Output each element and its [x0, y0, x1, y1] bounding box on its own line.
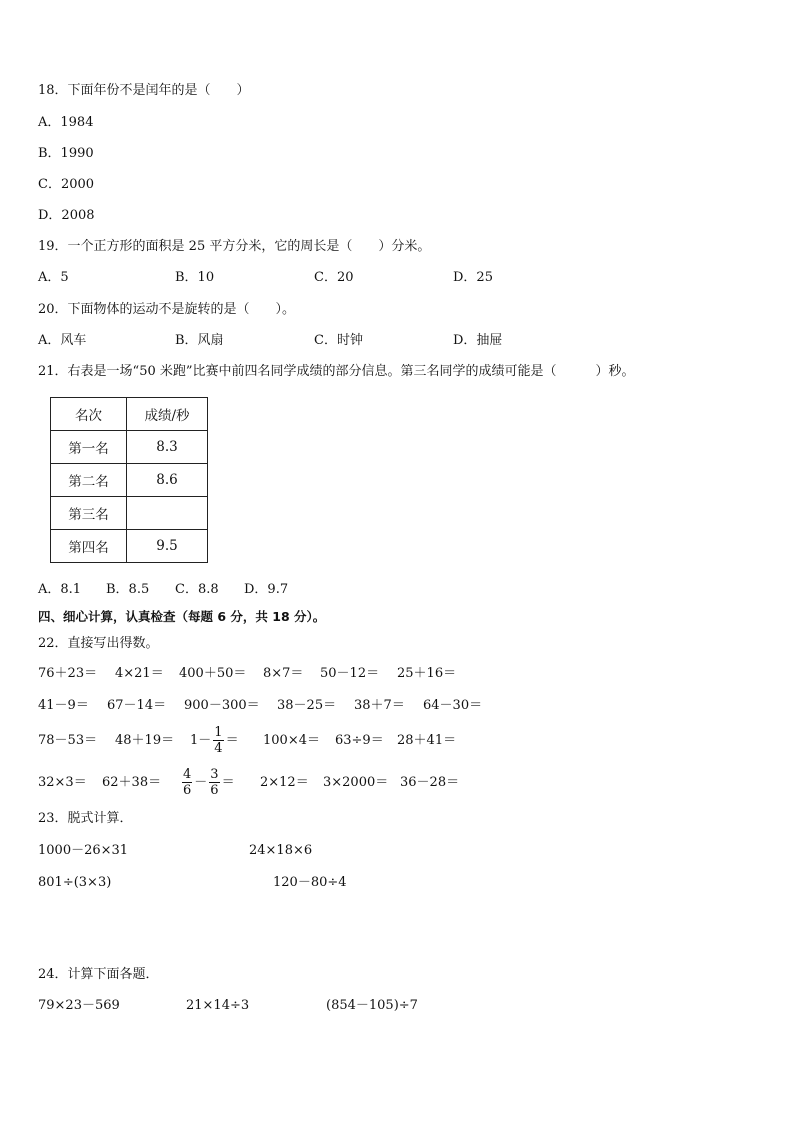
- table-cell-rank: 第三名: [51, 497, 127, 530]
- q22-r4-item: 3×2000＝: [323, 775, 389, 790]
- table-header-rank: 名次: [51, 398, 127, 431]
- q21-option-d: D．9.7: [244, 582, 289, 597]
- q22-r3-item: 63÷9＝: [335, 733, 384, 748]
- q22-r1-item: 25＋16＝: [397, 666, 457, 681]
- q21-score-table: [50, 397, 208, 563]
- q24-item: 79×23－569: [38, 998, 120, 1013]
- q22-r2-item: 64－30＝: [423, 698, 483, 713]
- q22-r1-item: 76＋23＝: [38, 666, 98, 681]
- table-row: [51, 530, 208, 563]
- q21-stem: 21．右表是一场“50 米跑”比赛中前四名同学成绩的部分信息。第三名同学的成绩可能是（ ）秒。: [38, 364, 635, 379]
- q22-r2-item: 38－25＝: [277, 698, 337, 713]
- table-cell-score: [127, 497, 208, 530]
- fraction-denominator: 6: [210, 783, 219, 798]
- q22-r4-frac-suffix: ＝: [221, 775, 235, 790]
- table-cell-score: 8.6: [127, 464, 208, 497]
- q22-r3-fraction-expr: [190, 722, 239, 760]
- q22-r1-item: 50－12＝: [320, 666, 380, 681]
- q24-item: 21×14÷3: [186, 998, 250, 1013]
- table-row: [51, 431, 208, 464]
- q22-r2-item: 41－9＝: [38, 698, 89, 713]
- table-cell-score: 8.3: [127, 431, 208, 464]
- fraction-denominator: 6: [183, 783, 192, 798]
- q21-option-b: B．8.5: [106, 582, 150, 597]
- q22-r1-item: 8×7＝: [263, 666, 304, 681]
- q23-item: 120－80÷4: [273, 875, 347, 890]
- section-title: 四、细心计算，认真检查（每题 6 分，共 18 分）。: [38, 609, 326, 624]
- q22-r3-frac-suffix: ＝: [225, 733, 239, 748]
- q22-r2-item: 67－14＝: [107, 698, 167, 713]
- fraction-denominator: 4: [214, 741, 223, 756]
- q22-r3-frac-prefix: 1－: [190, 733, 212, 748]
- table-cell-rank: 第一名: [51, 431, 127, 464]
- q19-option-a: A．5: [38, 270, 69, 285]
- fraction-numerator: 1: [214, 725, 223, 740]
- table-cell-score: 9.5: [127, 530, 208, 563]
- q18-option-c: C．2000: [38, 177, 95, 192]
- q18-option-b: B．1990: [38, 146, 94, 161]
- q19-option-b: B．10: [175, 270, 215, 285]
- q22-stem: 22．直接写出得数。: [38, 636, 159, 651]
- q23-stem: 23．脱式计算．: [38, 811, 133, 826]
- q22-r4-item: 2×12＝: [260, 775, 309, 790]
- table-header-row: [51, 398, 208, 431]
- table-cell-rank: 第二名: [51, 464, 127, 497]
- q20-option-a: A．风车: [38, 333, 87, 348]
- fraction: [209, 767, 219, 798]
- q22-r4-item: 62＋38＝: [102, 775, 162, 790]
- q20-option-c: C．时钟: [314, 333, 363, 348]
- fraction-numerator: 3: [210, 767, 219, 782]
- q22-r3-item: 78－53＝: [38, 733, 98, 748]
- q22-r3-item: 100×4＝: [263, 733, 320, 748]
- q22-r1-item: 4×21＝: [115, 666, 164, 681]
- q23-item: 801÷(3×3): [38, 875, 112, 890]
- q23-item: 24×18×6: [249, 843, 313, 858]
- table-row: [51, 497, 208, 530]
- q22-r4-fraction-expr: [180, 764, 235, 802]
- q20-option-b: B．风扇: [175, 333, 224, 348]
- q22-r4-item: 32×3＝: [38, 775, 87, 790]
- q22-r1-item: 400＋50＝: [179, 666, 247, 681]
- q21-option-a: A．8.1: [38, 582, 82, 597]
- fraction-operator: －: [194, 775, 208, 790]
- fraction: [213, 725, 223, 756]
- q23-item: 1000－26×31: [38, 843, 129, 858]
- q22-r2-item: 900－300＝: [184, 698, 260, 713]
- table-header-score: 成绩/秒: [127, 398, 208, 431]
- fraction-numerator: 4: [183, 767, 192, 782]
- q21-option-c: C．8.8: [175, 582, 219, 597]
- q18-option-d: D．2008: [38, 208, 95, 223]
- q22-r2-item: 38＋7＝: [354, 698, 405, 713]
- fraction: [182, 767, 192, 798]
- q18-option-a: A．1984: [38, 115, 94, 130]
- q22-r3-item: 28＋41＝: [397, 733, 457, 748]
- q18-stem: 18．下面年份不是闰年的是（ ）: [38, 83, 250, 98]
- q24-stem: 24．计算下面各题．: [38, 967, 159, 982]
- q19-option-d: D．25: [453, 270, 493, 285]
- q19-option-c: C．20: [314, 270, 354, 285]
- q20-stem: 20．下面物体的运动不是旋转的是（ ）。: [38, 302, 296, 317]
- q20-option-d: D．抽屉: [453, 333, 503, 348]
- q24-item: (854－105)÷7: [326, 998, 418, 1013]
- table-cell-rank: 第四名: [51, 530, 127, 563]
- q22-r3-item: 48＋19＝: [115, 733, 175, 748]
- q22-r4-item: 36－28＝: [400, 775, 460, 790]
- q19-stem: 19．一个正方形的面积是 25 平方分米，它的周长是（ ）分米。: [38, 239, 431, 254]
- table-row: [51, 464, 208, 497]
